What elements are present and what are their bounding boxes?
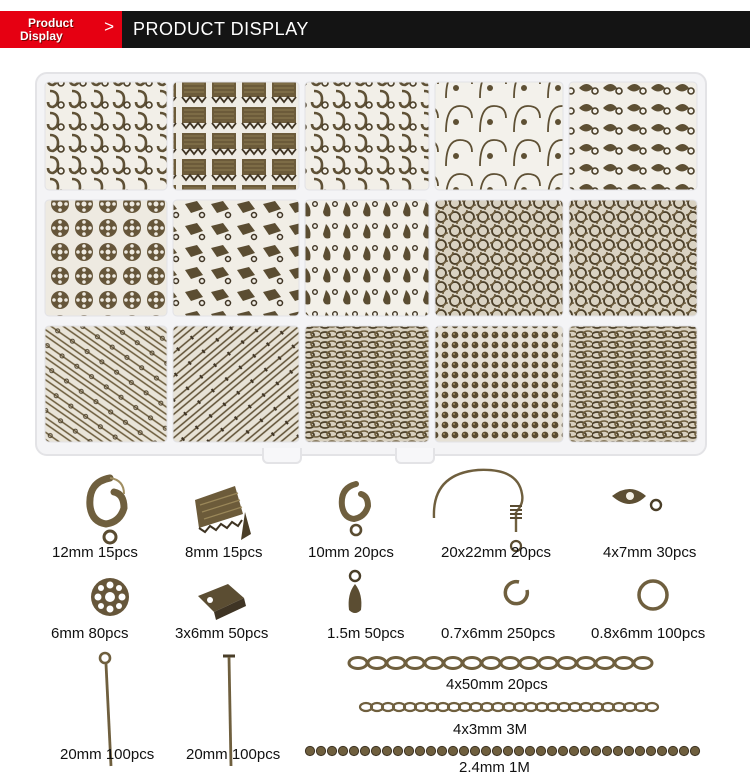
compartment-extender-chain xyxy=(305,326,429,442)
item-label: 20mm 100pcs xyxy=(60,746,155,763)
lobster-clasp-icon xyxy=(90,478,124,543)
compartment-jump-rings-large xyxy=(569,200,697,316)
chain-ball xyxy=(646,746,655,755)
item-label: 20mm 100pcs xyxy=(186,746,281,763)
chain-link xyxy=(463,658,481,669)
chain-ball xyxy=(569,746,578,755)
chain-ball xyxy=(360,746,369,755)
compartment-bead-caps xyxy=(45,200,167,316)
chain-link xyxy=(387,658,405,669)
compartment-head-pins xyxy=(173,326,299,442)
compartment-lobster-clasp-12mm xyxy=(45,82,167,190)
item-label: 20x22mm 20pcs xyxy=(441,544,552,561)
chain-link xyxy=(558,658,576,669)
item-label: 10mm 20pcs xyxy=(308,544,394,561)
chain-link xyxy=(615,658,633,669)
chain-ball xyxy=(305,746,314,755)
chain-ball xyxy=(525,746,534,755)
item-label: 0.7x6mm 250pcs xyxy=(441,625,556,642)
compartment-earring-hooks xyxy=(435,82,563,190)
chain-ball xyxy=(514,746,523,755)
chain-ball xyxy=(371,746,380,755)
compartment-cable-chain xyxy=(569,326,697,442)
chain-ball xyxy=(635,746,644,755)
chain-ball xyxy=(481,746,490,755)
bead-tip-icon xyxy=(612,489,661,510)
chain-link xyxy=(520,658,538,669)
chain-ball xyxy=(459,746,468,755)
chain-ball xyxy=(558,746,567,755)
compartment-chain-drops xyxy=(305,200,429,316)
compartment-eye-pins xyxy=(45,326,167,442)
item-label: 6mm 80pcs xyxy=(51,625,129,642)
flower-bead-cap-icon xyxy=(91,578,129,616)
item-label: 0.8x6mm 100pcs xyxy=(591,625,706,642)
chain-link xyxy=(425,658,443,669)
chain-link xyxy=(539,658,557,669)
chain-ball xyxy=(492,746,501,755)
chain-link xyxy=(634,658,652,669)
item-label: 4x3mm 3M xyxy=(453,721,528,738)
chain-ball xyxy=(338,746,347,755)
chain-ball xyxy=(415,746,424,755)
chevron-right-icon: > xyxy=(104,17,114,36)
jump-ring-icon xyxy=(639,581,667,609)
fold-over-cord-end-icon xyxy=(198,584,246,620)
chain-ball xyxy=(679,746,688,755)
ball-chain-icon xyxy=(305,746,699,755)
chain-ball xyxy=(470,746,479,755)
chain-link xyxy=(596,658,614,669)
chain-ball xyxy=(657,746,666,755)
chain-ball xyxy=(591,746,600,755)
chain-ball xyxy=(602,746,611,755)
item-label: 2.4mm 1M xyxy=(459,759,530,776)
compartment-ball-chain xyxy=(435,326,563,442)
page-title: PRODUCT DISPLAY xyxy=(133,19,309,39)
chain-link xyxy=(501,658,519,669)
lobster-clasp-small-icon xyxy=(342,484,368,535)
chain-ball xyxy=(316,746,325,755)
item-label: 4x7mm 30pcs xyxy=(603,544,697,561)
chain-link xyxy=(406,658,424,669)
item-label: 12mm 15pcs xyxy=(52,544,138,561)
open-jump-ring-icon xyxy=(505,582,527,604)
extender-chain-icon xyxy=(349,658,652,669)
chain-ball xyxy=(580,746,589,755)
compartment-bead-tips xyxy=(569,82,697,190)
chain-ball xyxy=(624,746,633,755)
chain-ball xyxy=(437,746,446,755)
chain-drop-icon xyxy=(349,571,362,613)
chain-ball xyxy=(426,746,435,755)
compartment-cord-ends xyxy=(173,200,299,316)
item-label: 1.5m 50pcs xyxy=(327,625,405,642)
chain-ball xyxy=(382,746,391,755)
chain-ball xyxy=(404,746,413,755)
compartment-jump-rings-small xyxy=(435,200,563,316)
item-label: 3x6mm 50pcs xyxy=(175,625,269,642)
chain-ball xyxy=(393,746,402,755)
chain-ball xyxy=(668,746,677,755)
chain-link xyxy=(444,658,462,669)
chain-ball xyxy=(349,746,358,755)
chain-ball xyxy=(503,746,512,755)
chain-link xyxy=(349,658,367,669)
earring-hook-icon xyxy=(434,470,522,551)
compartment-lobster-clasp-10mm xyxy=(305,82,429,190)
chain-ball xyxy=(690,746,699,755)
ribbon-end-crimp-icon xyxy=(195,486,251,540)
item-label: 4x50mm 20pcs xyxy=(446,676,548,693)
badge-line-2: Display xyxy=(20,28,63,43)
badge-line-1: Product xyxy=(28,15,74,30)
chain-ball xyxy=(536,746,545,755)
chain-ball xyxy=(613,746,622,755)
chain-ball xyxy=(547,746,556,755)
chain-ball xyxy=(327,746,336,755)
chain-link xyxy=(577,658,595,669)
item-label: 8mm 15pcs xyxy=(185,544,263,561)
compartment-ribbon-crimp xyxy=(173,82,299,190)
chain-link xyxy=(368,658,386,669)
chain-ball xyxy=(448,746,457,755)
chain-link xyxy=(482,658,500,669)
cable-chain-icon xyxy=(360,703,658,711)
